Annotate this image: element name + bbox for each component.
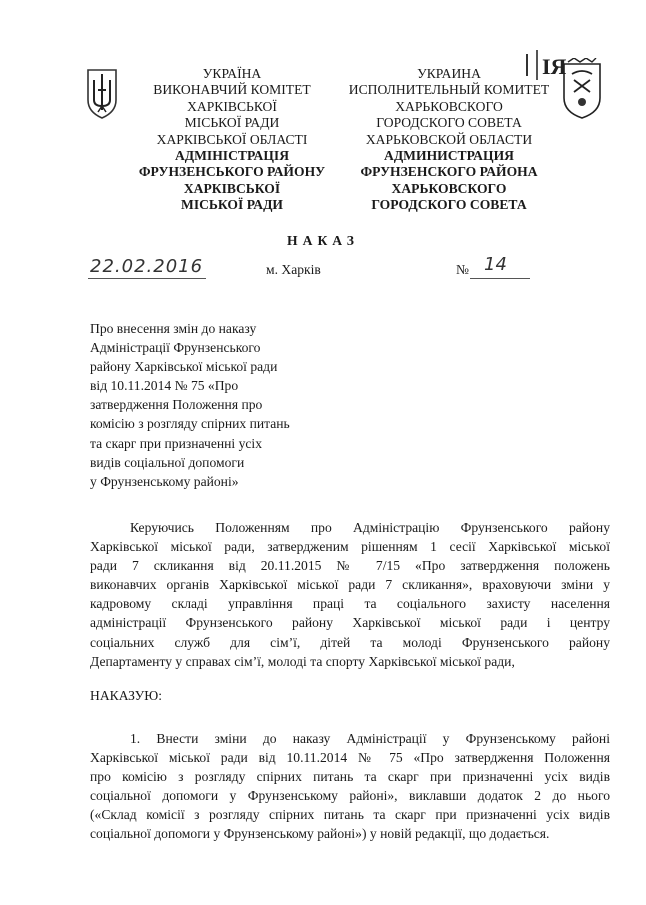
subject-line: Адміністрації Фрунзенського	[90, 340, 261, 356]
header-ru-bold-line: АДМИНИСТРАЦИЯ	[384, 148, 514, 164]
subject-line: затвердження Положення про	[90, 397, 263, 413]
header-ru-line: ХАРЬКОВСКОЙ ОБЛАСТИ	[365, 131, 533, 147]
paragraph-line: Департаменту у справах сім’ї, молоді та спорту Харківської міської ради,	[90, 653, 515, 669]
subject-line: та скарг при призначенні усіх	[90, 435, 262, 451]
header-ua-line: ВИКОНАВЧИЙ КОМІТЕТ	[153, 82, 311, 98]
stamp-text: ІЯ	[542, 54, 567, 79]
paragraph-line: («Склад комісії з розгляду спірних питань та скарг при призначенні усіх видів	[90, 807, 610, 823]
city-label: м. Харків	[266, 262, 321, 277]
paragraph-line: ради 7 скликання від 20.11.2015 № 7/15 «Про затвердження положень	[90, 558, 610, 574]
handwritten-date: 22.02.2016	[90, 256, 204, 277]
paragraph-line: адміністрації Фрунзенського району Харківської міської ради і центру	[90, 615, 610, 631]
header-ru-bold-line: ФРУНЗЕНСКОГО РАЙОНА	[360, 164, 538, 180]
subject-line: Про внесення змін до наказу	[90, 321, 257, 336]
paragraph-line: 1. Внести зміни до наказу Адміністрації у Фрунзенському районі	[130, 731, 610, 746]
trident-coat-of-arms-icon	[84, 66, 120, 120]
paragraph-line: Харківської міської ради, затвердженим рішенням 1 сесії Харківської міської	[90, 539, 610, 555]
paragraph-line: кадровому складі управління праці та соціального захисту населення	[90, 596, 610, 612]
header-ru-bold-line: ХАРЬКОВСКОГО	[391, 180, 507, 196]
order-subject	[90, 319, 330, 491]
preamble-paragraph	[90, 518, 610, 671]
paragraph-line: виконавчих органів Харківської міської ради 7 скликання», враховуючи зміни у	[90, 577, 610, 593]
header-ru-line: ХАРЬКОВСКОГО	[395, 98, 503, 114]
order-keyword: НАКАЗУЮ:	[90, 688, 163, 703]
header-ua-bold-line: МІСЬКОЇ РАДИ	[180, 197, 283, 213]
header-ua-bold-line: АДМІНІСТРАЦІЯ	[174, 148, 290, 164]
paragraph-line: соціальних служб для сім’ї, дітей та молоді Фрунзенського району	[90, 634, 610, 650]
subject-line: комісію з розгляду спірних питань	[90, 416, 290, 432]
paragraph-line: соціальної допомоги у Фрунзенському районі») у новій редакції, що додається.	[90, 826, 550, 842]
handwritten-number: 14	[484, 254, 507, 275]
subject-line: у Фрунзенському районі»	[90, 473, 239, 489]
paragraph-line: соціальної допомоги у Фрунзенському районі», виклавши додаток 2 до нього	[90, 788, 610, 804]
header-russian	[338, 66, 560, 214]
header-ua-line: ХАРКІВСЬКОЇ	[187, 98, 277, 114]
number-label: №	[456, 262, 469, 277]
subject-line: видів соціальної допомоги	[90, 454, 245, 470]
header-ru-line: ГОРОДСКОГО СОВЕТА	[376, 115, 522, 131]
document-title: НАКАЗ	[287, 233, 359, 248]
header-ua-line: МІСЬКОЇ РАДИ	[184, 115, 280, 131]
header-ru-line: ИСПОЛНИТЕЛЬНЫЙ КОМИТЕТ	[348, 82, 550, 98]
header-ru-line: УКРАИНА	[417, 66, 481, 81]
header-ua-bold-line: ХАРКІВСЬКОЇ	[183, 180, 281, 196]
subject-line: від 10.11.2014 № 75 «Про	[90, 378, 239, 394]
header-ua-line: ХАРКІВСЬКОЇ ОБЛАСТІ	[156, 131, 308, 147]
header-ua-bold-line: ФРУНЗЕНСЬКОГО РАЙОНУ	[138, 164, 326, 180]
paragraph-line: про комісію з розгляду спірних питань та скарг при призначенні усіх видів	[90, 769, 610, 785]
date-underline	[88, 278, 206, 279]
paragraph-line: Керуючись Положенням про Адміністрацію Фрунзенського району	[130, 520, 610, 535]
header-ru-bold-line: ГОРОДСКОГО СОВЕТА	[371, 197, 527, 213]
header-ua-line: УКРАЇНА	[202, 66, 262, 81]
paragraph-line: Харківської міської ради від 10.11.2014 № 75 «Про затвердження Положення	[90, 750, 610, 766]
number-underline	[470, 278, 530, 279]
order-item-1	[90, 729, 610, 844]
subject-line: району Харківської міської ради	[90, 359, 278, 375]
kharkiv-emblem-icon	[560, 58, 604, 120]
header-ukrainian	[128, 66, 336, 214]
